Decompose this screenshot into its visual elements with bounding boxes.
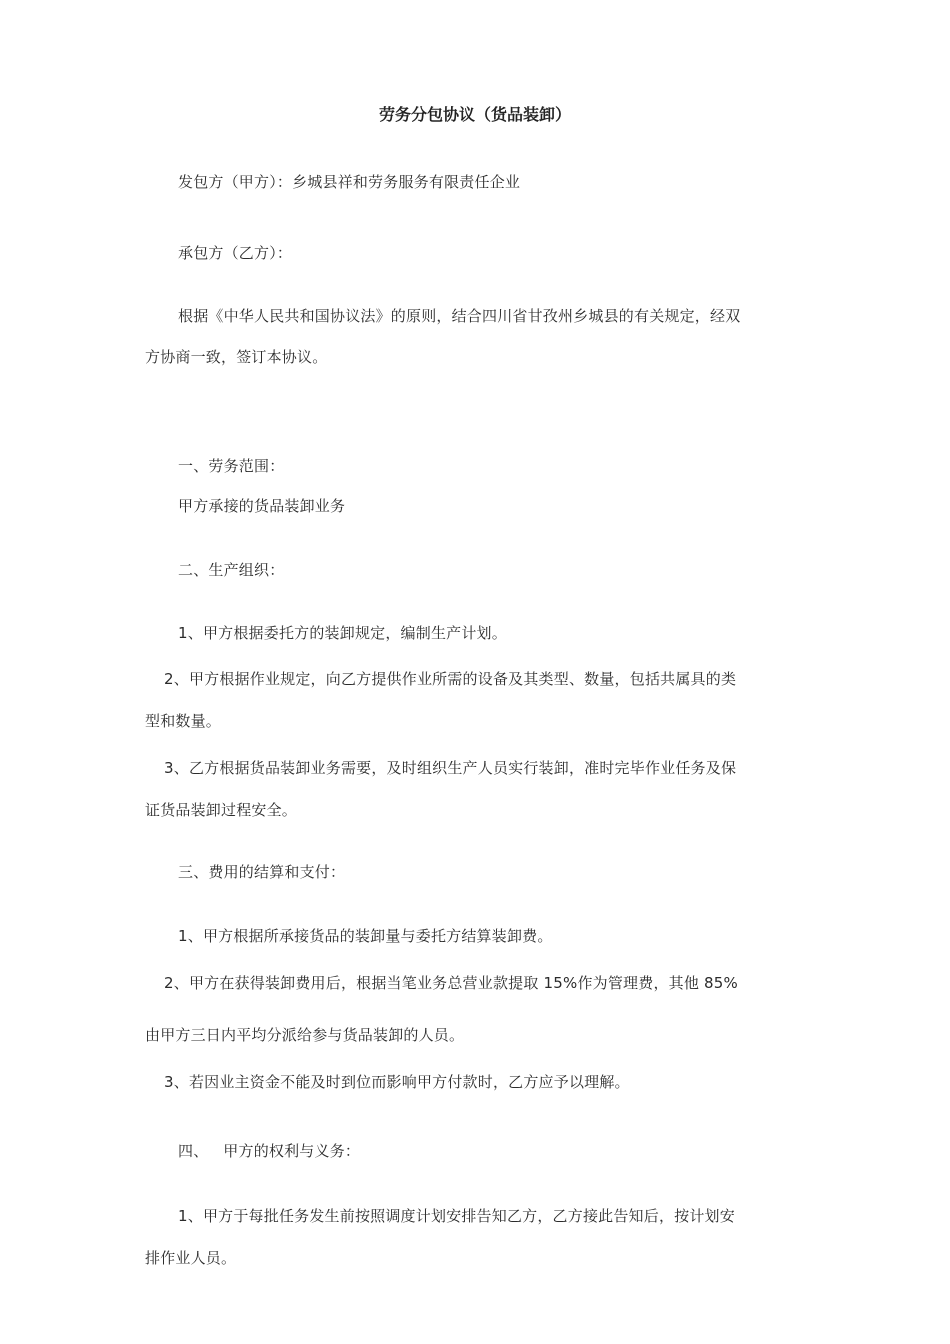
section-4-heading: 四、 甲方的权利与义务： bbox=[178, 1142, 361, 1160]
section-4-item-1-line-1: 1、甲方于每批任务发生前按照调度计划安排告知乙方，乙方接此告知后，按计划安 bbox=[178, 1207, 735, 1225]
section-1-body: 甲方承接的货品装卸业务 bbox=[178, 497, 346, 515]
section-2-item-2-line-1: 2、甲方根据作业规定，向乙方提供作业所需的设备及其类型、数量，包括共属具的类 bbox=[164, 670, 737, 688]
section-2-item-3-line-1: 3、乙方根据货品装卸业务需要，及时组织生产人员实行装卸，准时完毕作业任务及保 bbox=[164, 759, 737, 777]
section-3-item-3: 3、若因业主资金不能及时到位而影响甲方付款时，乙方应予以理解。 bbox=[164, 1073, 630, 1091]
party-a-line: 发包方（甲方）：乡城县祥和劳务服务有限责任企业 bbox=[178, 173, 521, 191]
preamble-line-1: 根据《中华人民共和国协议法》的原则，结合四川省甘孜州乡城县的有关规定，经双 bbox=[178, 307, 741, 325]
section-2-heading: 二、生产组织： bbox=[178, 561, 285, 579]
section-3-item-2-line-2: 由甲方三日内平均分派给参与货品装卸的人员。 bbox=[145, 1026, 465, 1044]
section-2-item-1: 1、甲方根据委托方的装卸规定，编制生产计划。 bbox=[178, 624, 507, 642]
section-4-item-1-line-2: 排作业人员。 bbox=[145, 1249, 237, 1267]
section-2-item-2-line-2: 型和数量。 bbox=[145, 712, 222, 730]
document-title: 劳务分包协议（货品装卸） bbox=[378, 105, 571, 124]
party-b-line: 承包方（乙方）： bbox=[178, 244, 293, 262]
section-3-item-1: 1、甲方根据所承接货品的装卸量与委托方结算装卸费。 bbox=[178, 927, 553, 945]
section-3-item-2-line-1: 2、甲方在获得装卸费用后，根据当笔业务总营业款提取 15%作为管理费，其他 85% bbox=[164, 974, 738, 992]
section-1-heading: 一、劳务范围： bbox=[178, 457, 285, 475]
section-2-item-3-line-2: 证货品装卸过程安全。 bbox=[145, 801, 298, 819]
preamble-line-2: 方协商一致，签订本协议。 bbox=[145, 348, 328, 366]
section-3-heading: 三、费用的结算和支付： bbox=[178, 863, 346, 881]
